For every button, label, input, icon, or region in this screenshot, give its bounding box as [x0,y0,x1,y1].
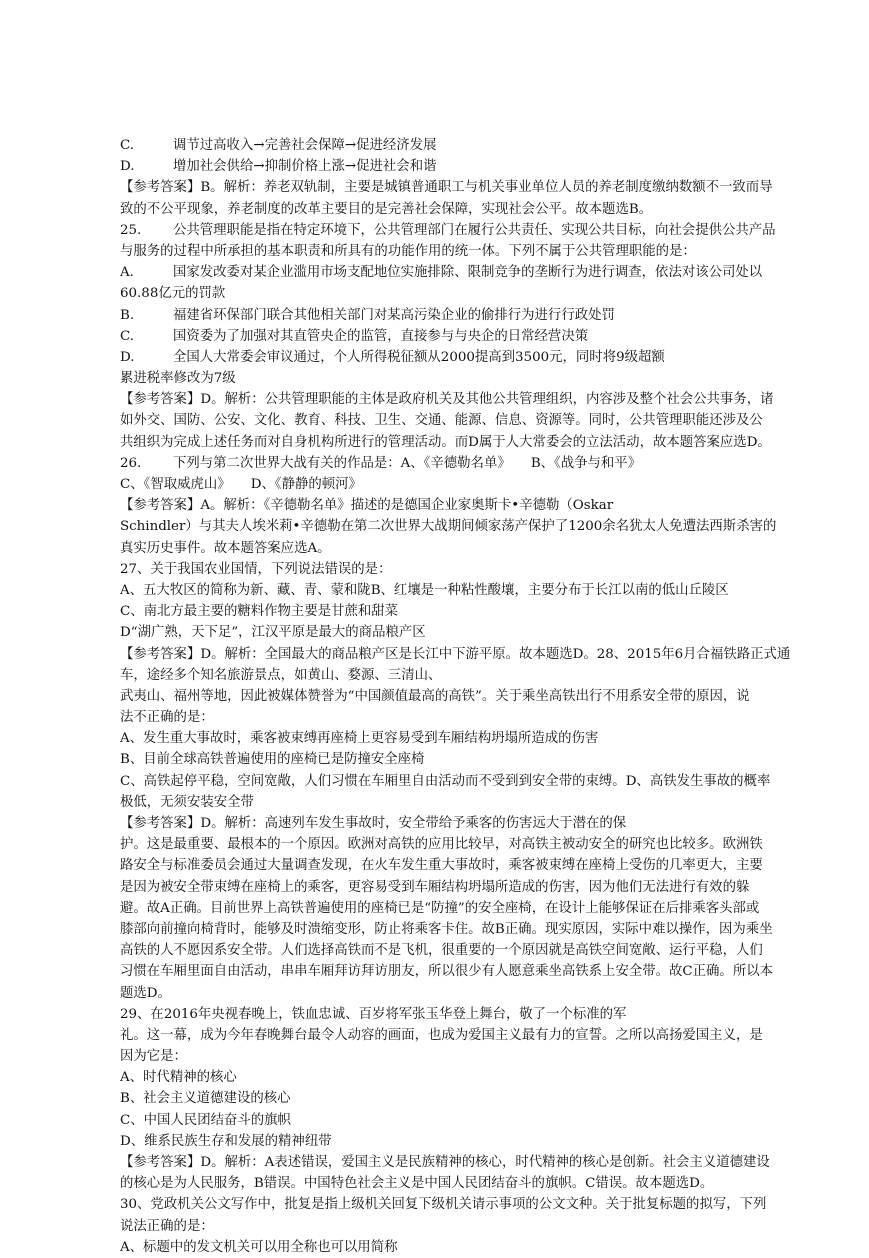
option-text: 公共管理职能是指在特定环境下，公共管理部门在履行公共责任、实现公共目标，向社会提供公共产品 [173,222,776,238]
option-label: 26. [120,455,142,471]
text-line: 车，途经多个知名旅游景点，如黄山、婺源、三清山、 [120,667,442,683]
text-line: 如外交、国防、公安、文化、教育、科技、卫生、交通、能源、信息、资源等。同时，公共管理职能还涉及公 [120,413,763,429]
text-line: 路安全与标准委员会通过大量调查发现，在火车发生重大事故时，乘客被束缚在座椅上受伤的几率更大，主要 [120,858,763,874]
option-label: B. [120,307,135,323]
text-line: 致的不公平现象，养老制度的改革主要目的是完善社会保障，实现社会公平。故本题选B。 [120,201,653,217]
text-line: 【参考答案】D。解析：公共管理职能的主体是政府机关及其他公共管理组织，内容涉及整个社会公共事务，诸 [120,392,774,408]
option-label: D. [120,159,135,175]
text-line: 【参考答案】B。解析：养老双轨制，主要是城镇普通职工与机关事业单位人员的养老制度缴纳数额不一致而导 [120,180,773,196]
option-text: 调节过高收入→完善社会保障→促进经济发展 [173,138,437,153]
option-line [120,262,865,283]
option-label: 25. [120,222,142,238]
text-line: A、时代精神的核心 [120,1070,237,1086]
text-line: 30、党政机关公文写作中，批复是指上级机关回复下级机关请示事项的公文文种。关于批复标题的拟写，下列 [120,1197,767,1213]
text-line: C、高铁起停平稳，空间宽敞，人们习惯在车厢里自由活动而不受到到安全带的束缚。D、高铁发生事故的概率 [120,773,771,789]
option-text: 增加社会供给→抑制价格上涨→促进社会和谐 [173,159,437,175]
text-line: 【参考答案】A。解析：《辛德勒名单》描述的是德国企业家奥斯卡•辛德勒（Oskar [120,498,614,514]
text-line: 护。这是最重要、最根本的一个原因。欧洲对高铁的应用比较早，对高铁主被动安全的研究也比较多。欧洲铁 [120,837,763,853]
text-line: 武夷山、福州等地，因此被媒体赞誉为“中国颜值最高的高铁”。关于乘坐高铁出行不用系安全带的原因，说 [120,688,750,704]
option-line [120,305,865,326]
option-text: 国资委为了加强对其直管央企的监管，直接参与与央企的日常经营决策 [173,328,589,344]
text-line: B、社会主义道德建设的核心 [120,1091,291,1107]
option-text: 下列与第二次世界大战有关的作品是：A、《辛德勒名单》 B、《战争与和平》 [173,455,642,471]
text-line: A、五大牧区的简称为新、藏、青、蒙和陇B、红壤是一种粘性酸壤，主要分布于长江以南的低山丘陵区 [120,582,729,598]
text-line: 因为它是： [120,1049,187,1065]
text-line: 是因为被安全带束缚在座椅上的乘客，更容易受到车厢结构坍塌所造成的伤害，因为他们无法进行有效的躲 [120,879,750,895]
text-line: 极低，无须安装安全带 [120,794,254,810]
text-line: 题选D。 [120,985,171,1001]
text-line: A、发生重大事故时，乘客被束缚再座椅上更容易受到车厢结构坍塌所造成的伤害 [120,731,599,747]
option-text: 全国人大常委会审议通过，个人所得税征额从2000提高到3500元，同时将9级超额 [173,349,665,365]
text-line: 礼。这一幕，成为今年春晚舞台最令人动容的画面，也成为爱国主义最有力的宣誓。之所以高扬爱国主义，是 [120,1027,763,1043]
text-line: 【参考答案】D。解析：A表述错误，爱国主义是民族精神的核心，时代精神的核心是创新。社会主义道德建设 [120,1155,770,1170]
option-line [120,453,865,474]
text-line: C、南北方最主要的糖料作物主要是甘蔗和甜菜 [120,604,399,620]
option-label: C. [120,138,135,153]
text-line: 法不正确的是： [120,710,214,726]
option-text: 福建省环保部门联合其他相关部门对某高污染企业的偷排行为进行行政处罚 [173,307,615,323]
text-line: 避。故A正确。目前世界上高铁普遍使用的座椅已是“防撞”的安全座椅，在设计上能够保证在后排乘客头部或 [120,900,760,916]
text-line: 累进税率修改为7级 [120,371,236,387]
option-label: C. [120,328,135,344]
text-line: D、维系民族生存和发展的精神纽带 [120,1133,332,1149]
text-line: B、目前全球高铁普遍使用的座椅已是防撞安全座椅 [120,752,425,768]
text-line: 与服务的过程中所承担的基本职责和所具有的功能作用的统一体。下列不属于公共管理职能的是： [120,243,696,259]
option-line [120,135,865,156]
text-line: 29、在2016年央视春晚上，铁血忠诚、百岁将军张玉华登上舞台，敬了一个标准的军 [120,1006,627,1022]
text-line: 共组织为完成上述任务而对自身机构所进行的管理活动。而D属于人大常委会的立法活动，故本题答案应选D。 [120,434,771,450]
text-line: 习惯在车厢里面自由活动，串串车厢拜访拜访朋友，所以很少有人愿意乘坐高铁系上安全带。故C正确。所以本 [120,964,773,980]
text-line: 说法正确的是： [120,1218,214,1234]
option-text: 国家发改委对某企业滥用市场支配地位实施排除、限制竞争的垄断行为进行调查，依法对该公司处以 [173,265,763,281]
text-line: 膝部向前撞向椅背时，能够及时溃缩变形，防止将乘客卡住。故B正确。现实原因，实际中难以操作，因为乘坐 [120,921,773,937]
text-line: 60.88亿元的罚款 [120,286,226,302]
text-line: D“湖广熟，天下足”，江汉平原是最大的商品粮产区 [120,625,426,641]
document-page [120,135,865,1258]
text-line: C、中国人民团结奋斗的旗帜 [120,1112,291,1128]
text-line: C、《智取威虎山》 D、《静静的顿河》 [120,477,362,492]
text-line: A、标题中的发文机关可以用全称也可以用简称 [120,1239,398,1255]
option-line [120,156,865,177]
option-line [120,326,865,347]
text-line: Schindler）与其夫人埃米莉•辛德勒在第二次世界大战期间倾家荡产保护了1200余名犹太人免遭法西斯杀害的 [120,519,777,535]
text-line: 真实历史事件。故本题答案应选A。 [120,540,331,556]
text-line: 高铁的人不愿因系安全带。人们选择高铁而不是飞机，很重要的一个原因就是高铁空间宽敞、运行平稳，人们 [120,943,763,959]
text-line: 27、关于我国农业国情，下列说法错误的是： [120,561,392,577]
text-line: 【参考答案】D。解析：全国最大的商品粮产区是长江中下游平原。故本题选D。28、2015年6月合福铁路正式通 [120,646,791,662]
option-label: D. [120,349,135,365]
text-line: 的核心是为人民服务，B错误。中国特色社会主义是中国人民团结奋斗的旗帜。C错误。故本题选D。 [120,1176,714,1192]
option-line [120,220,865,241]
text-line: 【参考答案】D。解析：高速列车发生事故时，安全带给予乘客的伤害远大于潜在的保 [120,816,627,831]
option-line [120,347,865,368]
option-label: A. [120,265,134,281]
